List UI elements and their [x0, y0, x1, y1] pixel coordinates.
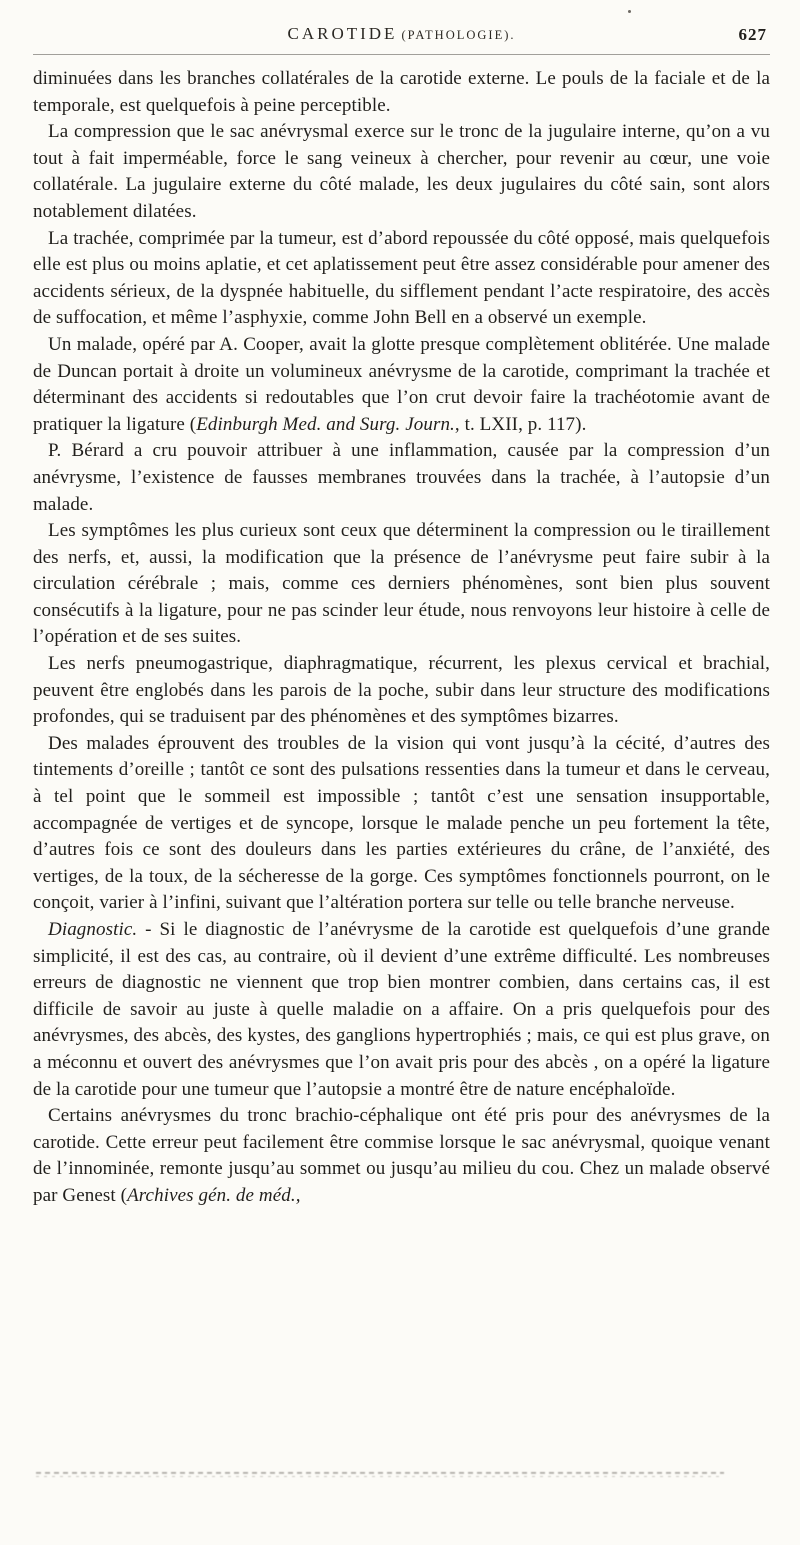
paragraph [33, 917, 770, 1103]
text-segment: Les symptômes les plus curieux sont ceux que déterminent la compression ou le tiraillement des nerfs, et, aussi, la modification que la présence de l’anévrysme peut faire subir à la circulation cérébrale ; mais, comme ces derniers phénomènes, sont bien plus souvent consécutifs à la ligature, pour ne pas scinder leur étude, nous renvoyons leur histoire à celle de l’opération et de ses suites. [33, 520, 770, 648]
citation-italic: Archives gén. de méd., [127, 1184, 301, 1206]
text-segment: La trachée, comprimée par la tumeur, est d’abord repoussée du côté opposé, mais quelquefois elle est plus ou moins aplatie, et cet aplatissement peut être assez considérable pour amener des accidents sérieux, de la dyspnée habituelle, du sifflement pendant l’acte respiratoire, des accès de suffocation, et même l’asphyxie, comme John Bell en a observé un exemple. [33, 227, 770, 329]
text-segment: diminuées dans les branches collatérales de la carotide externe. Le pouls de la faciale et de la temporale, est quelquefois à peine perceptible. [33, 68, 770, 116]
text-segment: - Si le diagnostic de l’anévrysme de la carotide est quelquefois d’une grande simplicité, il est des cas, au contraire, où il devient d’une extrême difficulté. Les nombreuses erreurs de diagnostic ne viennent que trop bien montrer combien, dans certains cas, il est difficile de savoir au juste à quelle maladie on a affaire. On a pris quelquefois pour des anévrysmes, des abcès, des kystes, des ganglions hypertrophiés ; mais, ce qui est plus grave, on a méconnu et ouvert des anévrysmes que l’on avait pris pour des abcès , on a opéré la ligature de la carotide pour une tumeur que l’autopsie a montré être de nature encéphaloïde. [33, 919, 770, 1100]
paragraph [33, 66, 770, 119]
paragraph [33, 651, 770, 731]
section-heading-italic: Diagnostic. [48, 919, 138, 940]
page-body [33, 66, 770, 1210]
paragraph [33, 1103, 770, 1209]
paragraph [33, 731, 770, 917]
running-title-text: CAROTIDE [287, 24, 398, 43]
running-title [287, 24, 515, 44]
page-number: 627 [738, 25, 767, 44]
paragraph [33, 226, 770, 332]
citation-italic: Edinburgh Med. and Surg. Journ. [196, 413, 455, 435]
running-header [33, 24, 770, 50]
paragraph [33, 119, 770, 225]
header-rule [33, 54, 770, 55]
text-segment: Un malade, opéré par A. Cooper, avait la glotte presque complètement oblitérée. Une malade de Duncan portait à droite un volumineux anévrysme de la carotide, comprimant la trachée et déterminant des accidents si redoutables que l’on crut devoir faire la trachéotomie avant de pratiquer la ligature ( [33, 333, 770, 435]
text-segment: Les nerfs pneumogastrique, diaphragmatique, récurrent, les plexus cervical et brachial, peuvent être englobés dans les parois de la poche, subir dans leur structure des modifications profondes, qui se traduisent par des phénomènes et des symptômes bizarres. [33, 653, 770, 728]
scan-speck [628, 10, 631, 13]
paragraph [33, 438, 770, 518]
text-segment: Des malades éprouvent des troubles de la vision qui vont jusqu’à la cécité, d’autres des tintements d’oreille ; tantôt ce sont des pulsations ressenties dans la tumeur et dans le cerveau, à tel point que le sommeil est impossible ; tantôt c’est une sensation insupportable, accompagnée de vertiges et de syncope, lorsque le malade penche un peu fortement la tête, d’autres fois ce sont des douleurs dans les parties extérieures du crâne, de l’anxiété, des vertiges, de la toux, de la sécheresse de la gorge. Ces symptômes fonctionnels pourront, on le conçoit, varier à l’infini, suivant que l’altération portera sur telle ou telle branche nerveuse. [33, 732, 770, 914]
text-segment: La compression que le sac anévrysmal exerce sur le tronc de la jugulaire interne, qu’on a vu tout à fait imperméable, force le sang veineux à chercher, pour revenir au cœur, une voie collatérale. La jugulaire externe du côté malade, les deux jugulaires du côté sain, sont alors notablement dilatées. [33, 121, 770, 222]
running-title-qualifier: (PATHOLOGIE). [401, 28, 516, 42]
page-bleed-through-line [36, 1472, 724, 1478]
paragraph [33, 518, 770, 651]
text-segment: P. Bérard a cru pouvoir attribuer à une inflammation, causée par la compression d’un anévrysme, l’existence de fausses membranes trouvées dans la trachée, à l’autopsie d’un malade. [33, 440, 770, 515]
text-segment: Certains anévrysmes du tronc brachio-céphalique ont été pris pour des anévrysmes de la carotide. Cette erreur peut facilement être commise lorsque le sac anévrysmal, quoique venant de l’innominée, remonte jusqu’au sommet ou jusqu’au milieu du cou. Chez un malade observé par Genest ( [33, 1105, 770, 1206]
text-segment: , t. LXII, p. 117). [454, 413, 587, 435]
paragraph [33, 332, 770, 438]
